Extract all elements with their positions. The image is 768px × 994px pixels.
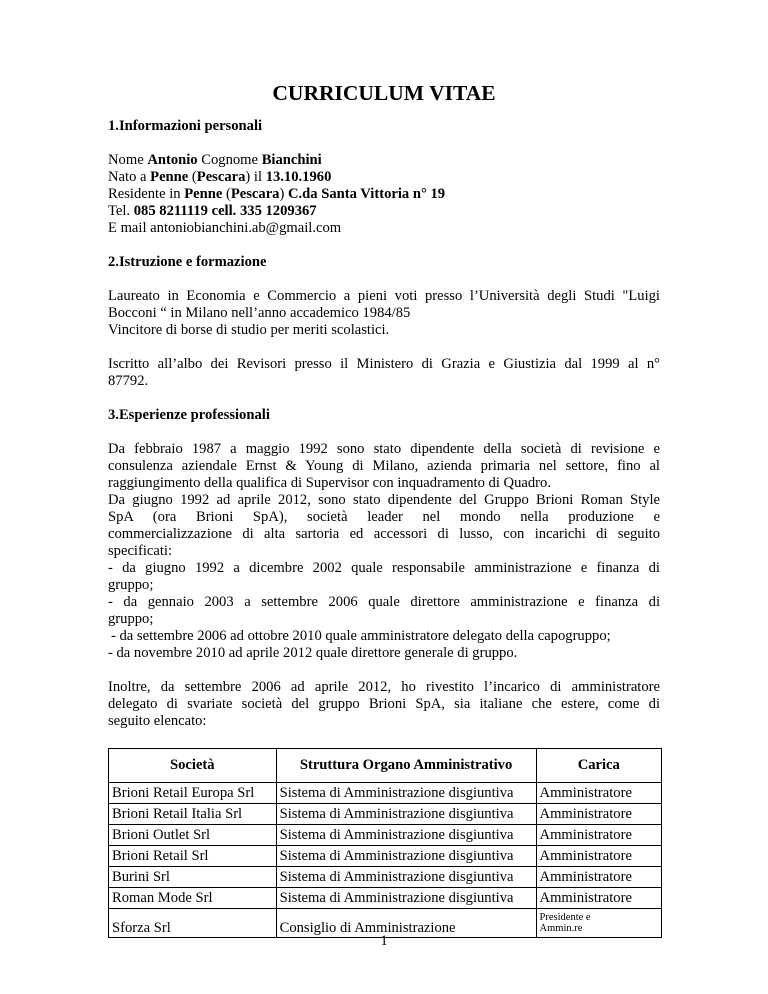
header-company: Società (109, 749, 277, 783)
first-name: Antonio (147, 152, 198, 168)
intro-line: delegato di svariate società del gruppo Brioni SpA, sia italiane che estere, come di (108, 696, 660, 712)
phone-number: 085 8211119 (133, 203, 208, 219)
name-line (108, 152, 660, 169)
email-line (108, 220, 660, 237)
birth-place: Penne (150, 169, 189, 185)
residence-place: Penne (184, 186, 223, 202)
header-role: Carica (536, 749, 661, 783)
name-label: Nome (108, 152, 144, 168)
degree-line-1: Laureato in Economia e Commercio a pieni voti presso l’Università degli Studi "Luigi (108, 288, 660, 304)
table-header-row (109, 749, 662, 783)
phone-label: Tel. (108, 203, 131, 219)
email-address: antoniobianchini.ab@gmail.com (150, 220, 342, 236)
cell-structure: Sistema di Amministrazione disgiuntiva (276, 825, 536, 846)
cell-company: Burini Srl (109, 867, 277, 888)
education-degree-block (108, 288, 660, 339)
experience-line: - da novembre 2010 ad aprile 2012 quale direttore generale di gruppo. (108, 645, 518, 661)
experience-line: gruppo; (108, 611, 154, 627)
scholarship-line: Vincitore di borse di studio per meriti scolastici. (108, 322, 390, 338)
table-row (109, 846, 662, 867)
birth-date: 13.10.1960 (265, 169, 332, 185)
register-block (108, 356, 660, 390)
cell-company: Roman Mode Srl (109, 888, 277, 909)
cell-role: Amministratore (536, 846, 661, 867)
residence-line: Residente in Penne (Pescara) C.da Santa Vittoria n° 19 (108, 186, 446, 202)
directorships-table (108, 748, 662, 938)
birth-label: Nato a (108, 169, 147, 185)
experience-line: - da gennaio 2003 a settembre 2006 quale direttore amministrazione e finanza di (108, 594, 660, 610)
residence-province: Pescara (230, 186, 280, 202)
role-line-1: Presidente e (539, 912, 591, 923)
personal-info-block (108, 152, 660, 237)
table-row (109, 825, 662, 846)
section-education-heading: 2.Istruzione e formazione (108, 254, 267, 270)
cell-number: 335 1209367 (239, 203, 317, 219)
cell-role: Amministratore (536, 783, 661, 804)
experience-line: SpA (ora Brioni SpA), società leader nel mondo nella produzione e (108, 509, 660, 525)
cell-role: Amministratore (536, 804, 661, 825)
table-row (109, 783, 662, 804)
cell-structure: Sistema di Amministrazione disgiuntiva (276, 846, 536, 867)
birth-line: Nato a Penne (Pescara) il 13.10.1960 (108, 169, 332, 185)
section-experience-heading: 3.Esperienze professionali (108, 407, 270, 423)
experience-line: commercializzazione di alta sartoria ed accessori di lusso, con incarichi di seguito (108, 526, 660, 542)
surname: Bianchini (261, 152, 322, 168)
cell-structure: Sistema di Amministrazione disgiuntiva (276, 867, 536, 888)
register-line-2: 87792. (108, 373, 149, 389)
surname-label: Cognome (201, 152, 259, 168)
cell-role: Amministratore (536, 888, 661, 909)
birth-province: Pescara (196, 169, 246, 185)
table-row (109, 888, 662, 909)
document-page (108, 80, 660, 938)
cell-role: Amministratore (536, 825, 661, 846)
document-title: CURRICULUM VITAE (272, 81, 496, 105)
residence-label: Residente in (108, 186, 181, 202)
experience-block (108, 441, 660, 662)
cell-company: Sforza Srl (109, 909, 277, 938)
table-row (109, 804, 662, 825)
cell-company: Brioni Retail Italia Srl (109, 804, 277, 825)
register-line-1: Iscritto all’albo dei Revisori presso il Ministero di Grazia e Giustizia dal 1999 al n° (108, 356, 660, 372)
experience-line: Da febbraio 1987 a maggio 1992 sono stato dipendente della società di revisione e (108, 441, 660, 457)
cell-structure: Sistema di Amministrazione disgiuntiva (276, 888, 536, 909)
section-personal-info-heading: 1.Informazioni personali (108, 118, 263, 134)
experience-line: consulenza aziendale Ernst & Young di Milano, azienda primaria nel settore, fino al (108, 458, 660, 474)
degree-line-2: Bocconi “ in Milano nell’anno accademico 1984/85 (108, 305, 411, 321)
cell-label: cell. (211, 203, 237, 219)
intro-line: Inoltre, da settembre 2006 ad aprile 2012, ho rivestito l’incarico di amministratore (108, 679, 660, 695)
birth-date-label: il (253, 169, 263, 185)
table-row (109, 867, 662, 888)
cell-company: Brioni Outlet Srl (109, 825, 277, 846)
residence-address: C.da Santa Vittoria n° 19 (287, 186, 446, 202)
cell-company: Brioni Retail Srl (109, 846, 277, 867)
cell-role: Amministratore (536, 867, 661, 888)
experience-line: specificati: (108, 543, 173, 559)
experience-line: - da giugno 1992 a dicembre 2002 quale responsabile amministrazione e finanza di (108, 560, 660, 576)
directorships-intro (108, 679, 660, 730)
experience-line: gruppo; (108, 577, 154, 593)
intro-line: seguito elencato: (108, 713, 207, 729)
experience-line: - da settembre 2006 ad ottobre 2010 quale amministratore delegato della capogruppo; (111, 628, 611, 644)
cell-structure: Consiglio di Amministrazione (276, 909, 536, 938)
page-number: 1 (380, 933, 388, 949)
role-line-2: Ammin.re (539, 923, 583, 934)
email-label: E mail (108, 220, 147, 236)
header-structure: Struttura Organo Amministrativo (276, 749, 536, 783)
experience-line: Da giugno 1992 ad aprile 2012, sono stato dipendente del Gruppo Brioni Roman Style (108, 492, 660, 508)
cell-structure: Sistema di Amministrazione disgiuntiva (276, 783, 536, 804)
phone-line (108, 203, 660, 220)
cell-company: Brioni Retail Europa Srl (109, 783, 277, 804)
experience-line: raggiungimento della qualifica di Supervisor con inquadramento di Quadro. (108, 475, 551, 491)
cell-structure: Sistema di Amministrazione disgiuntiva (276, 804, 536, 825)
